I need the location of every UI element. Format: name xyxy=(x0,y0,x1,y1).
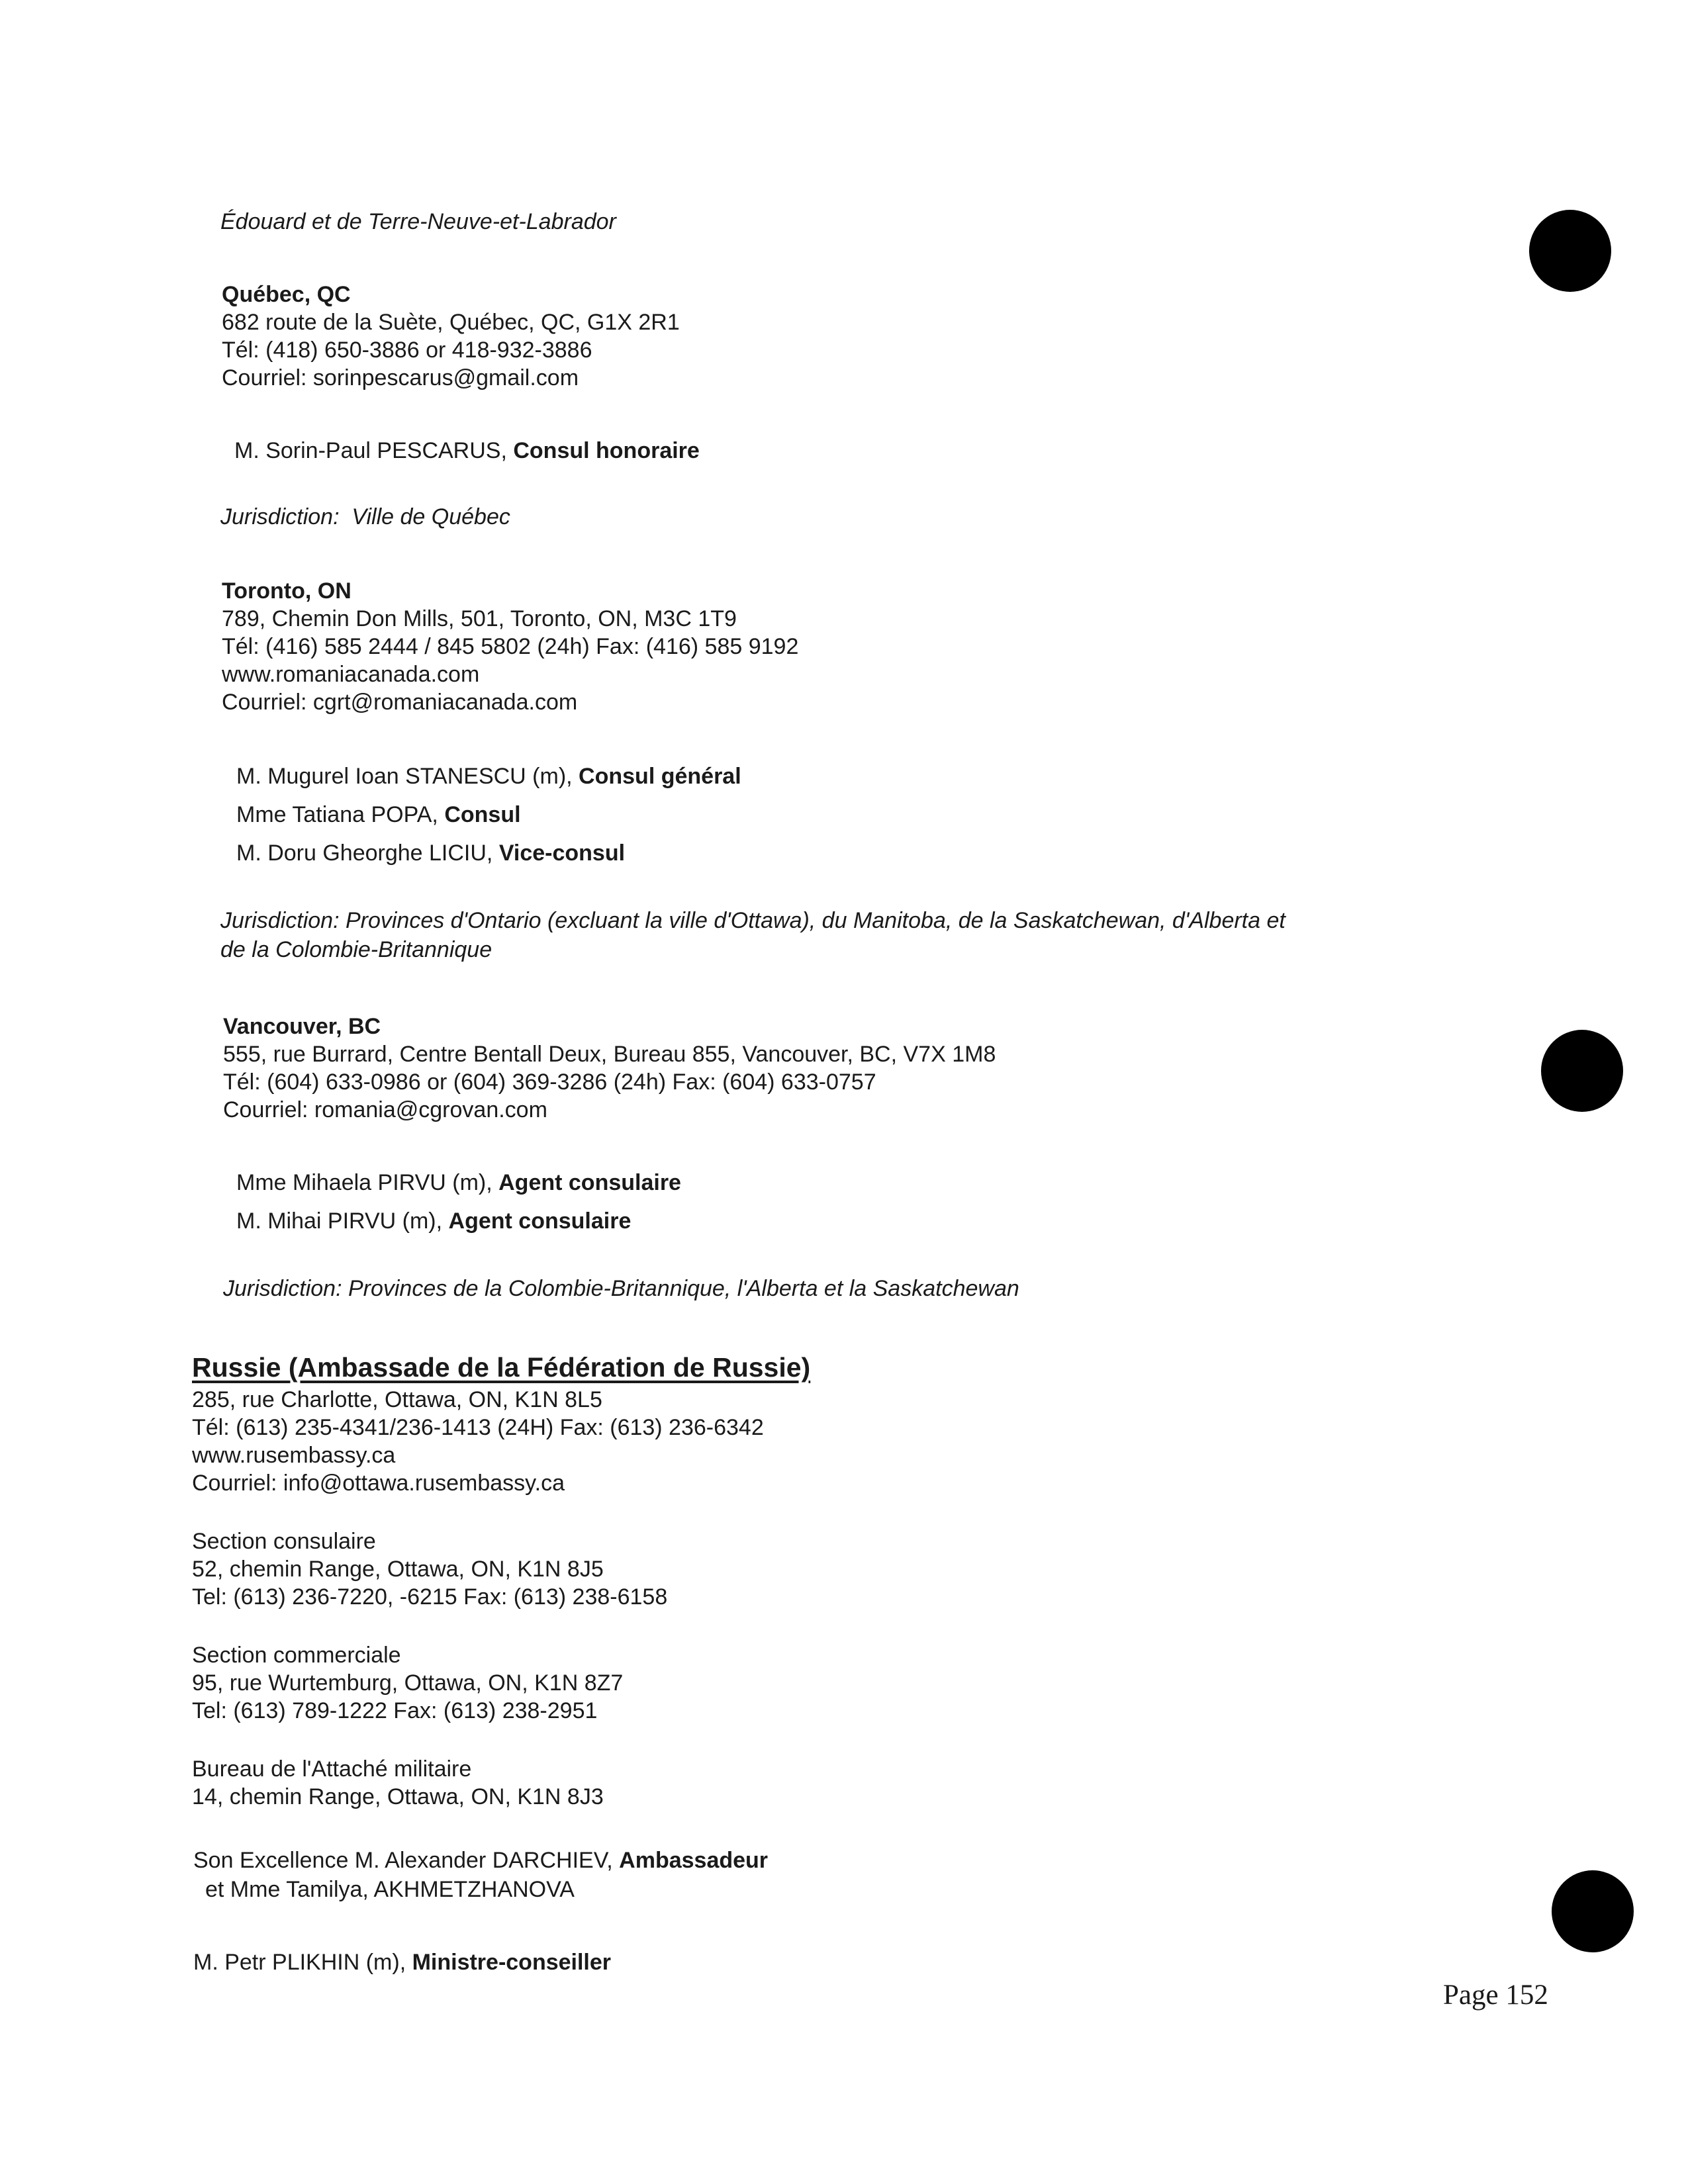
commercial-section-label: Section commerciale xyxy=(192,1643,401,1668)
toronto-phone: Tél: (416) 585 2444 / 845 5802 (24h) Fax: (416) 585 9192 xyxy=(222,634,799,659)
vancouver-jurisdiction: Jurisdiction: Provinces de la Colombie-Britannique, l'Alberta et la Saskatchewan xyxy=(223,1276,1019,1301)
consular-section-address: 52, chemin Range, Ottawa, ON, K1N 8J5 xyxy=(192,1557,604,1582)
consular-section-label: Section consulaire xyxy=(192,1529,376,1554)
consular-section-phone: Tel: (613) 236-7220, -6215 Fax: (613) 238-6158 xyxy=(192,1584,668,1610)
quebec-email: Courriel: sorinpescarus@gmail.com xyxy=(222,365,579,390)
quebec-jurisdiction xyxy=(220,503,510,531)
russia-phone: Tél: (613) 235-4341/236-1413 (24H) Fax: (613) 236-6342 xyxy=(192,1415,764,1440)
vancouver-staff-1 xyxy=(236,1169,681,1197)
staff-name: M. Mugurel Ioan STANESCU (m), xyxy=(236,764,579,789)
staff-title: Consul général xyxy=(579,764,741,789)
vancouver-phone: Tél: (604) 633-0986 or (604) 369-3286 (24h) Fax: (604) 633-0757 xyxy=(223,1069,876,1095)
toronto-staff-3 xyxy=(236,839,625,867)
staff-name: M. Petr PLIKHIN (m), xyxy=(193,1950,412,1975)
russia-website: www.rusembassy.ca xyxy=(192,1443,396,1468)
punch-hole-bottom xyxy=(1552,1870,1634,1952)
toronto-jurisdiction-line-2: de la Colombie-Britannique xyxy=(220,937,492,962)
minister-counsellor-line xyxy=(193,1948,611,1976)
staff-title: Consul honoraire xyxy=(513,438,700,463)
staff-name: M. Doru Gheorghe LICIU, xyxy=(236,841,499,866)
jurisdiction-value: Ville de Québec xyxy=(352,504,510,529)
toronto-staff-2 xyxy=(236,801,521,829)
russia-email: Courriel: info@ottawa.rusembassy.ca xyxy=(192,1471,565,1496)
quebec-address: 682 route de la Suète, Québec, QC, G1X 2R1 xyxy=(222,310,680,335)
staff-name: Son Excellence M. Alexander DARCHIEV, xyxy=(193,1848,620,1873)
quebec-staff-1 xyxy=(234,437,700,465)
staff-name: Mme Mihaela PIRVU (m), xyxy=(236,1170,499,1195)
staff-title: Ambassadeur xyxy=(619,1848,769,1873)
toronto-city-heading: Toronto, ON xyxy=(222,578,352,604)
punch-hole-middle xyxy=(1541,1030,1623,1112)
staff-title: Consul xyxy=(444,802,521,827)
toronto-email: Courriel: cgrt@romaniacanada.com xyxy=(222,690,578,715)
toronto-website: www.romaniacanada.com xyxy=(222,662,480,687)
staff-title: Agent consulaire xyxy=(448,1208,632,1234)
staff-title: Ministre-conseiller xyxy=(412,1950,612,1975)
toronto-staff-1 xyxy=(236,762,741,790)
commercial-section-address: 95, rue Wurtemburg, Ottawa, ON, K1N 8Z7 xyxy=(192,1670,624,1696)
quebec-phone: Tél: (418) 650-3886 or 418-932-3886 xyxy=(222,338,592,363)
vancouver-email: Courriel: romania@cgrovan.com xyxy=(223,1097,547,1122)
commercial-section-phone: Tel: (613) 789-1222 Fax: (613) 238-2951 xyxy=(192,1698,598,1723)
punch-hole-top xyxy=(1529,210,1611,292)
vancouver-city-heading: Vancouver, BC xyxy=(223,1014,381,1039)
russia-embassy-heading: Russie (Ambassade de la Fédération de Russie) xyxy=(192,1352,811,1383)
quebec-city-heading: Québec, QC xyxy=(222,282,351,307)
ambassador-spouse: et Mme Tamilya, AKHMETZHANOVA xyxy=(205,1877,575,1902)
vancouver-address: 555, rue Burrard, Centre Bentall Deux, Bureau 855, Vancouver, BC, V7X 1M8 xyxy=(223,1042,996,1067)
jurisdiction-continuation: Édouard et de Terre-Neuve-et-Labrador xyxy=(220,209,616,234)
staff-title: Agent consulaire xyxy=(498,1170,681,1195)
jurisdiction-label: Jurisdiction: xyxy=(220,504,340,529)
staff-name: M. Sorin-Paul PESCARUS, xyxy=(234,438,514,463)
staff-name: Mme Tatiana POPA, xyxy=(236,802,445,827)
vancouver-staff-2 xyxy=(236,1207,631,1235)
toronto-address: 789, Chemin Don Mills, 501, Toronto, ON, M3C 1T9 xyxy=(222,606,737,631)
toronto-jurisdiction-line-1: Jurisdiction: Provinces d'Ontario (excluant la ville d'Ottawa), du Manitoba, de la Saskatchewan, d'Alberta et xyxy=(220,908,1286,933)
staff-name: M. Mihai PIRVU (m), xyxy=(236,1208,449,1234)
page-number: Page 152 xyxy=(1443,1979,1548,2011)
ambassador-line xyxy=(193,1846,768,1874)
staff-title: Vice-consul xyxy=(498,841,626,866)
russia-address: 285, rue Charlotte, Ottawa, ON, K1N 8L5 xyxy=(192,1387,602,1412)
military-attache-address: 14, chemin Range, Ottawa, ON, K1N 8J3 xyxy=(192,1784,604,1809)
military-attache-label: Bureau de l'Attaché militaire xyxy=(192,1756,472,1782)
